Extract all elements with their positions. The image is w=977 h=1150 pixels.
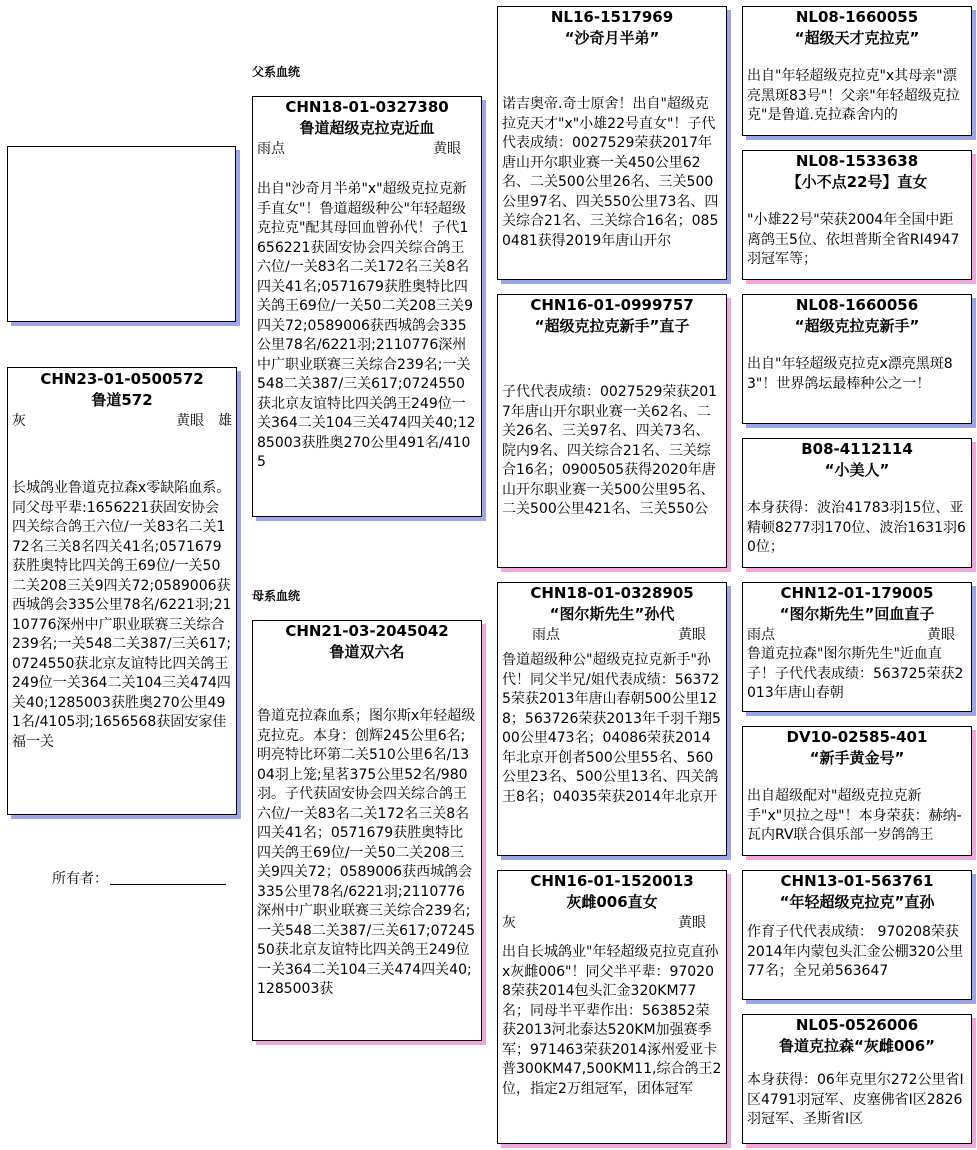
pigeon-name: 鲁道超级克拉克近血 (299, 119, 435, 137)
description: 诺吉奥帝.奇士原舍！出自"超级克拉克天才"x"小雄22号直女"！子代代表成绩：0027529荣获2017年唐山开尔职业赛一关450公里62名、二关500公里26名、三关500公里97名、四关550公里73名、四关综合21名、三关综合16名；0850481获得2019年唐山开尔 (502, 96, 719, 249)
mother-line-label: 母系血统 (252, 589, 301, 603)
attributes (498, 913, 726, 933)
description: 子代代表成绩：0027529荣获2017年唐山开尔职业赛一关62名、二关26名、三关97名、四关73名、院内9名、四关综合21名、三关综合16名；0900505获得2020年唐山开尔职业赛一关500公里95名、二关500公里421名、三关550公 (502, 384, 718, 517)
eye: 黄眼 (678, 915, 706, 931)
great-grandparent-card (742, 582, 972, 712)
granddam-maternal-card (497, 870, 727, 1144)
ring-number: CHN16-01-0999757 (530, 296, 694, 314)
pigeon-name: “小美人” (824, 461, 890, 479)
pigeon-name: “超级克拉克新手”直子 (534, 317, 690, 335)
ring-number: B08-4112114 (801, 440, 913, 458)
granddam-paternal-card (497, 294, 727, 568)
description: 出自"沙奇月半弟"x"超级克拉克新手直女"！鲁道超级种公"年轻超级克拉克"配其母回血曾孙代！子代1656221获固安协会四关综合鸽王六位/一关83名二关172名三关8名四关41名;0571679获胜奥特比四关鸽王69位/一关50二关208三关9四关72;0589006获西城鸽会335公里78名/6221羽;2110776深州中广职业联赛三关综合239名;一关548二关387/三关617;0724550获北京友谊特比四关鸽王249位一关364二关104三关474四关40;1285003获胜奥270公里491名/4105 (257, 181, 476, 470)
ring-number: NL08-1660056 (795, 296, 919, 314)
description: 鲁道超级种公"超级克拉克新手"孙代！同父半兄/姐代表成绩：563725荣获2013年唐山春朝500公里128；563726荣获2013年千羽千翔500公里473名；04086荣获2014年北京开创者500公里55名、560公里23名、500公里13名、四关鸽王8名；04035荣获2014年北京开 (502, 652, 721, 805)
pigeon-name: 灰雌006直女 (566, 893, 658, 911)
ring-number: CHN18-01-0328905 (530, 584, 694, 602)
pigeon-name: 【小不点22号】直女 (786, 173, 928, 191)
pigeon-name: “超级天才克拉克” (794, 29, 920, 47)
color: 雨点 (532, 627, 560, 643)
great-grandparent-card (742, 6, 972, 136)
grandsire-paternal-card (497, 6, 727, 280)
great-grandparent-card (742, 726, 972, 856)
attributes (743, 625, 971, 645)
grandsire-maternal-card (497, 582, 727, 856)
ring-number: NL16-1517969 (550, 8, 674, 26)
ring-number: CHN12-01-179005 (780, 584, 934, 602)
eye: 黄眼 (927, 627, 955, 643)
description: 出自超级配对"超级克拉克新手"x"贝拉之母"！本身荣获：赫纳-瓦内RV联合俱乐部一岁鸽鸽王 (747, 788, 962, 843)
sex: 雄 (218, 413, 232, 429)
ring-number: CHN13-01-563761 (780, 872, 934, 890)
color: 雨点 (257, 141, 285, 157)
ring-number: CHN23-01-0500572 (40, 370, 204, 388)
ring-number: DV10-02585-401 (786, 728, 928, 746)
pigeon-name: “图尔斯先生”孙代 (549, 605, 675, 623)
owner-label: 所有者： (52, 871, 108, 887)
description: 鲁道克拉森血系；图尔斯x年轻超级克拉克。本身：创辉245公里6名;明亮特比环第二关510公里6名/1304羽上笼;星茗375公里52名/980羽。子代获固安协会四关综合鸽王六位/一关83名二关172名三关8名四关41名；0571679获胜奥特比四关鸽王69位/一关50二关208三关9四关72；0589006获西城鸽会335公里78名/6221羽;2110776深州中广职业联赛三关综合239名;一关548二关387/三关617;0724550获北京友谊特比四关鸽王249位一关364二关104三关474四关40;1285003获 (257, 708, 476, 997)
pigeon-name: “沙奇月半弟” (564, 29, 660, 47)
ring-number: NL08-1533638 (795, 152, 919, 170)
ring-number: CHN18-01-0327380 (285, 98, 449, 116)
attributes (253, 139, 481, 159)
sire-card (252, 96, 482, 517)
pigeon-name: “超级克拉克新手” (794, 317, 920, 335)
pigeon-name: “图尔斯先生”回血直子 (779, 605, 935, 623)
description: 出自长城鸽业"年轻超级克拉克直孙x灰雌006"！同父半平辈：970208荣获2014包头汇金320KM77名；同母半平辈作出：563852荣获2013河北泰达520KM加强赛季军；971463荣获2014涿州爱亚卡普300KM47,500KM11,综合鸽王2位，指定2万组冠军，团体冠军 (502, 944, 722, 1097)
subject-card (7, 367, 237, 815)
father-line-label: 父系血统 (252, 65, 301, 79)
ring-number: NL08-1660055 (795, 8, 919, 26)
great-grandparent-card (742, 150, 972, 280)
owner-field (52, 868, 226, 888)
description: 出自"年轻超级克拉克"x其母亲"漂亮黑斑83号"！父亲"年轻超级克拉克"是鲁道.克拉森舍内的 (747, 68, 960, 123)
pigeon-name: 鲁道双六名 (329, 643, 405, 661)
pigeon-name: 鲁道572 (91, 391, 153, 409)
pigeon-name: “年轻超级克拉克”直孙 (779, 893, 935, 911)
eye: 黄眼 (433, 141, 461, 157)
color: 灰 (12, 413, 26, 429)
color: 雨点 (747, 627, 775, 643)
owner-line (110, 884, 226, 885)
ring-number: NL05-0526006 (795, 1016, 919, 1034)
pigeon-name: “新手黄金号” (809, 749, 905, 767)
great-grandparent-card (742, 294, 972, 424)
ring-number: CHN16-01-1520013 (530, 872, 694, 890)
description: "小雄22号"荣获2004年全国中距离鸽王5位、依坦普斯全省RI4947羽冠军等； (747, 212, 960, 267)
attributes (498, 625, 726, 645)
eye: 黄眼 (678, 627, 706, 643)
pigeon-name: 鲁道克拉森“灰雌006” (778, 1037, 936, 1055)
great-grandparent-card (742, 1014, 972, 1144)
color: 灰 (502, 915, 516, 931)
description: 鲁道克拉森"图尔斯先生"近血直子！子代代表成绩：563725荣获2013年唐山春朝 (747, 646, 964, 701)
ring-number: CHN21-03-2045042 (285, 622, 449, 640)
description: 本身获得：06年克里尔272公里省I区4791羽冠军、皮塞佛省I区2826羽冠军、圣斯省I区 (747, 1072, 964, 1127)
eye: 黄眼 (176, 413, 204, 429)
great-grandparent-card (742, 870, 972, 1000)
description: 作育子代代表成绩： 970208荣获2014年内蒙包头汇金公棚320公里77名；全兄弟563647 (747, 924, 964, 979)
description: 本身获得：波治41783羽15位、亚精顿8277羽170位、波治1631羽60位； (747, 500, 966, 555)
description: 出自"年轻超级克拉克x漂亮黑斑83"！世界鸽坛最棒种公之一！ (747, 356, 953, 392)
photo-box (7, 146, 236, 322)
dam-card (252, 620, 482, 1041)
great-grandparent-card (742, 438, 972, 568)
description: 长城鸽业鲁道克拉森x零缺陷血系。同父母平辈:1656221获固安协会四关综合鸽王六位/一关83名二关172名三关8名四关41名;0571679获胜奥特比四关鸽王69位/一关50二关208三关9四关72;0589006获西城鸽会335公里78名/6221羽;2110776深州中广职业联赛三关综合239名;一关548二关387/三关617;0724550获北京友谊特比四关鸽王249位一关364二关104三关474四关40;1285003获胜奥270公里491名/4105羽;1656568获固安家佳福一关 (12, 480, 232, 750)
attributes (8, 411, 236, 431)
